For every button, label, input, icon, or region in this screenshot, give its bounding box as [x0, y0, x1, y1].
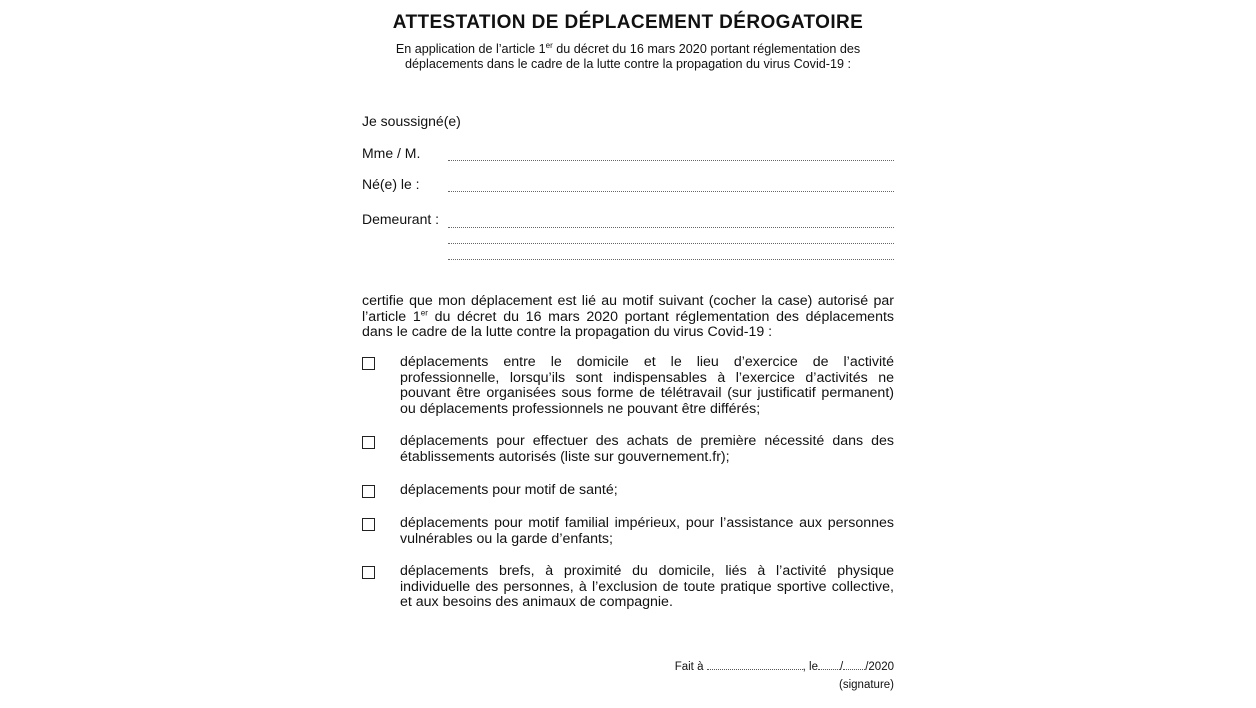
- birth-date-label: Né(e) le :: [362, 176, 420, 192]
- address-field-line-1[interactable]: [448, 227, 894, 228]
- name-field[interactable]: [448, 160, 894, 161]
- reason-text-health: déplacements pour motif de santé;: [400, 482, 618, 498]
- address-field-line-3[interactable]: [448, 259, 894, 260]
- certify-superscript: er: [420, 307, 428, 317]
- certify-text-end: du décret du 16 mars 2020 portant réglementation des déplacements dans le cadre de la lutte contre la propagation du virus Covid-19 :: [362, 308, 894, 340]
- date-slash: /: [840, 661, 844, 673]
- name-label: Mme / M.: [362, 145, 421, 161]
- document-title: ATTESTATION DE DÉPLACEMENT DÉROGATOIRE: [392, 12, 864, 33]
- reason-text-family: déplacements pour motif familial impérieux, pour l’assistance aux personnes vulnérables ou la garde d’enfants;: [400, 515, 894, 547]
- document-subtitle: [380, 42, 876, 71]
- day-field[interactable]: [818, 660, 840, 670]
- address-label: Demeurant :: [362, 211, 440, 227]
- reason-checkbox-shopping[interactable]: [362, 436, 375, 449]
- reason-text-exercise: déplacements brefs, à proximité du domicile, liés à l’activité physique individuelle des personnes, à l’exclusion de toute pratique sportive collective, et aux besoins des animaux de compagnie.: [400, 563, 894, 610]
- birth-date-field[interactable]: [448, 191, 894, 192]
- intro-label: Je soussigné(e): [362, 113, 461, 129]
- reason-checkbox-exercise[interactable]: [362, 566, 375, 579]
- reason-text-shopping: déplacements pour effectuer des achats de première nécessité dans des établissements autorisés (liste sur gouvernement.fr);: [400, 433, 894, 465]
- fait-a-label: Fait à: [674, 661, 704, 673]
- reason-text-work: déplacements entre le domicile et le lieu d’exercice de l’activité professionnelle, lorsqu’ils sont indispensables à l’exercice d’activités ne pouvant être organisées sous forme de télétravail (sur justificatif permanent) ou déplacements professionnels ne pouvant être différés;: [400, 354, 894, 417]
- place-field[interactable]: [707, 660, 803, 670]
- month-field[interactable]: [843, 660, 865, 670]
- reason-checkbox-work[interactable]: [362, 357, 375, 370]
- signature-place-date: [675, 660, 894, 673]
- certify-paragraph: [362, 294, 894, 341]
- subtitle-text-end: du décret du 16 mars 2020 portant réglementation des déplacements dans le cadre de la lutte contre la propagation du virus Covid-19 :: [405, 42, 861, 71]
- signature-label: (signature): [839, 679, 894, 691]
- subtitle-text-start: En application de l’article 1: [395, 42, 546, 56]
- reason-checkbox-family[interactable]: [362, 518, 375, 531]
- address-field-line-2[interactable]: [448, 243, 894, 244]
- certify-text-start: certifie que mon déplacement est lié au motif suivant (cocher la case) autorisé par l’article 1: [362, 293, 894, 325]
- reason-checkbox-health[interactable]: [362, 485, 375, 498]
- year-label: /2020: [865, 661, 894, 673]
- le-label: , le: [802, 661, 819, 673]
- subtitle-superscript: er: [545, 40, 553, 50]
